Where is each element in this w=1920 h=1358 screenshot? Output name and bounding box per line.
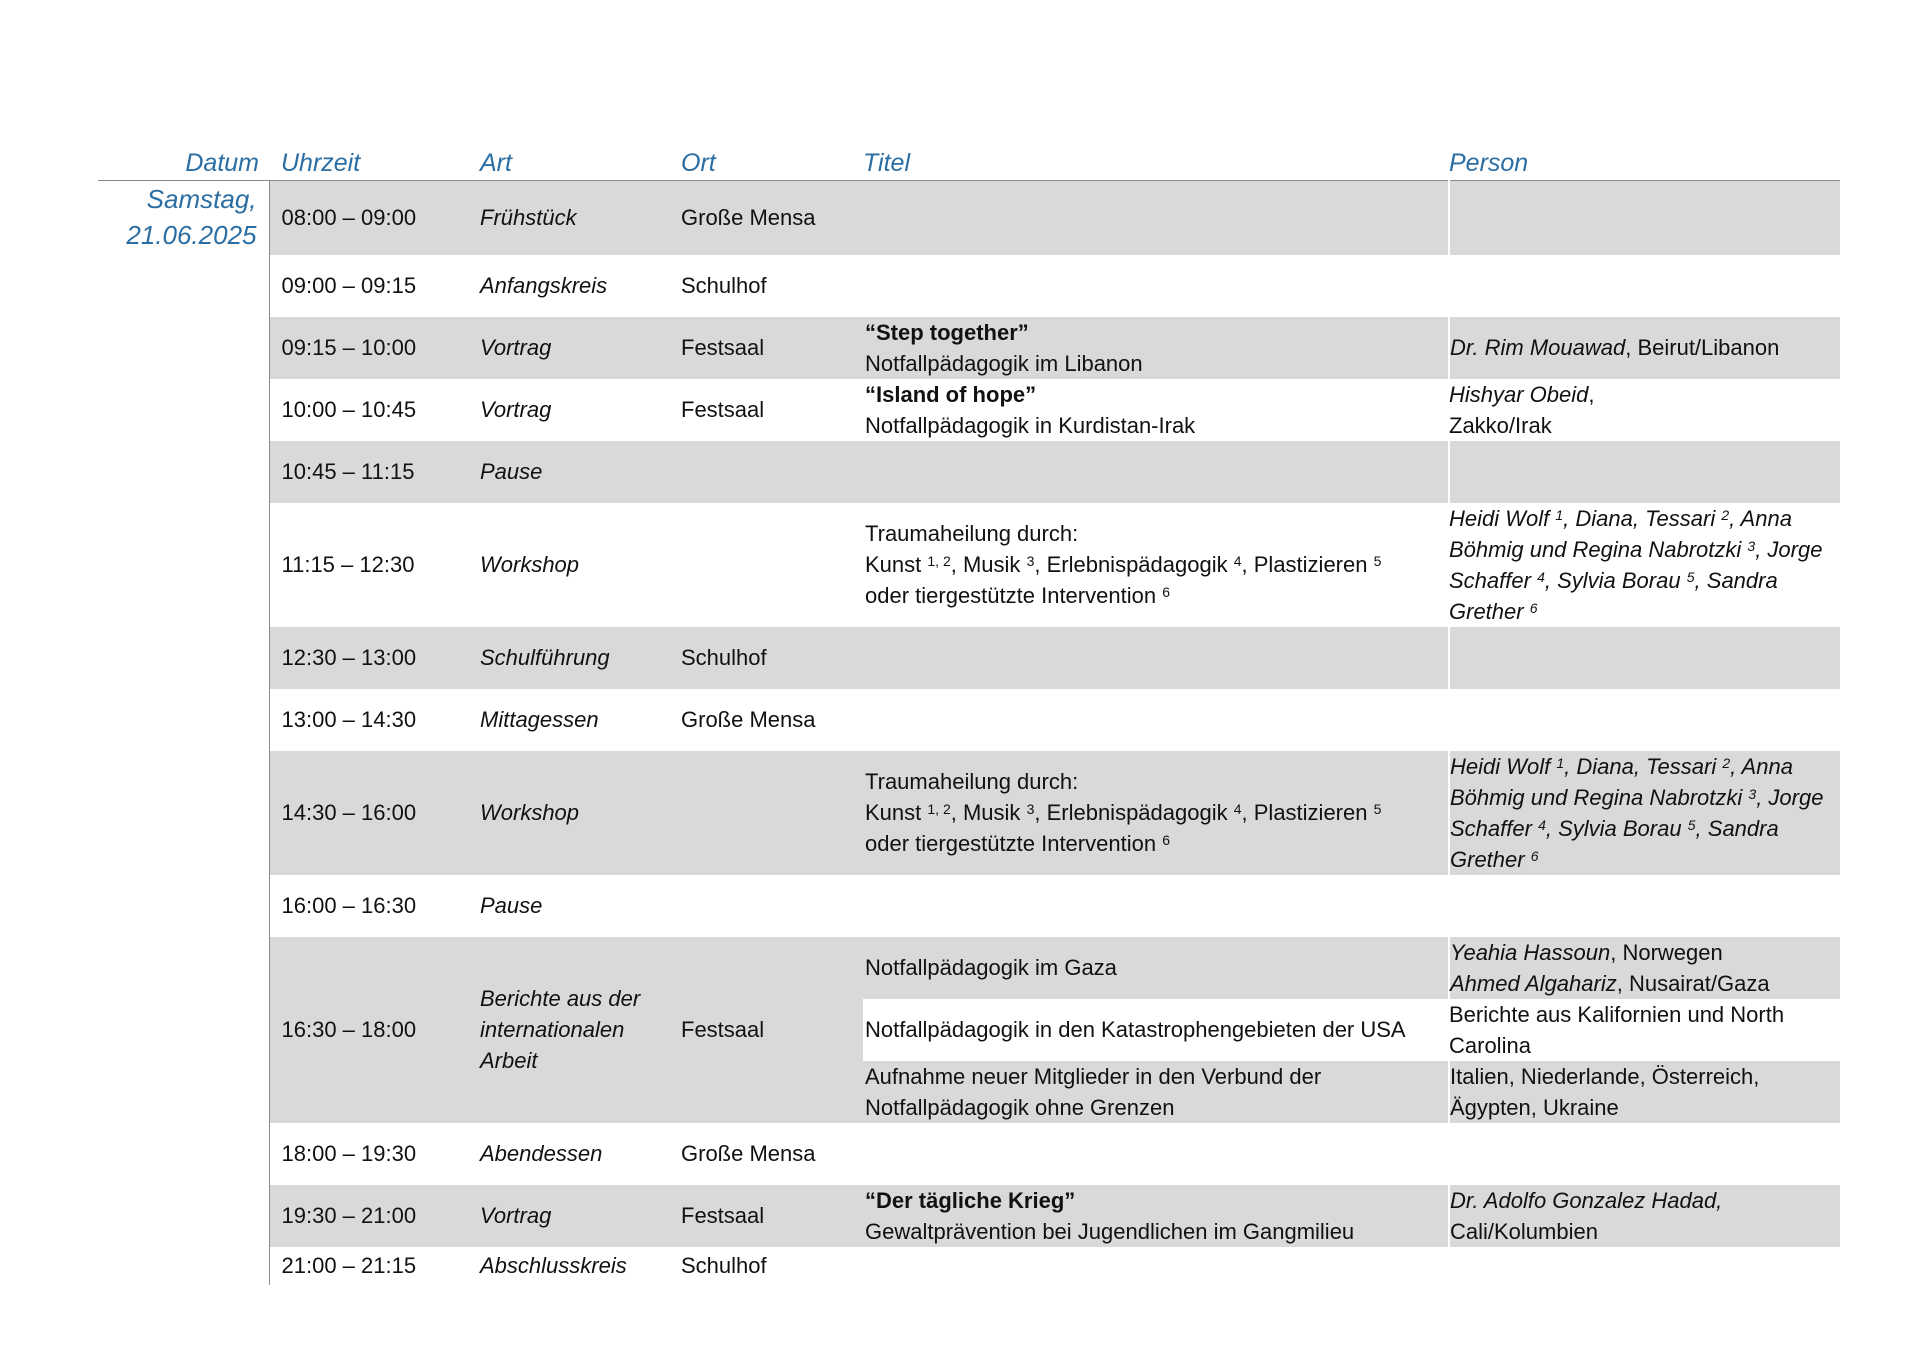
person-cell: Berichte aus Kalifornien und North Carolina (1449, 999, 1840, 1061)
date-weekday: Samstag, (146, 184, 257, 214)
table-row (98, 379, 1840, 441)
location-cell: Schulhof (681, 1253, 767, 1278)
table-row (98, 255, 1840, 317)
time-cell: 10:45 – 11:15 (269, 441, 480, 503)
person-origin: Cali/Kolumbien (1450, 1218, 1598, 1244)
header-uhrzeit: Uhrzeit (269, 140, 480, 181)
person-cell (1449, 937, 1840, 999)
time-cell: 09:00 – 09:15 (281, 273, 417, 298)
talk-subtitle: Gewaltprävention bei Jugendlichen im Gangmilieu (865, 1218, 1355, 1244)
time-cell: 08:00 – 09:00 (269, 181, 480, 255)
person-cell: Heidi Wolf $^1$, Diana, Tessari $^2$, Anna Böhmig und Regina Nabrotzki $^3$, Jorge Schaffer $^4$, Sylvia Borau $^5$, Sandra Grether $^6$ (1449, 505, 1823, 624)
header-art: Art (480, 140, 681, 181)
location-cell: Große Mensa (681, 707, 816, 732)
person-name: Dr. Rim Mouawad (1450, 335, 1626, 360)
person-name: Ahmed Algahariz (1450, 970, 1617, 996)
date-cell (98, 181, 269, 1285)
location-cell: Festsaal (681, 397, 765, 422)
location-cell (681, 751, 863, 875)
type-cell: Pause (480, 893, 543, 918)
talk-subtitle: Notfallpädagogik in Kurdistan-Irak (865, 412, 1196, 438)
title-cell (863, 255, 1449, 317)
type-cell: Abschlusskreis (480, 1253, 627, 1278)
table-row (98, 503, 1840, 627)
location-cell: Große Mensa (681, 1141, 816, 1166)
person-cell (1449, 627, 1840, 689)
location-cell: Schulhof (681, 273, 767, 298)
schedule-table (98, 140, 1840, 1285)
talk-subtitle: Notfallpädagogik im Libanon (865, 350, 1143, 376)
title-cell: Notfallpädagogik im Gaza (863, 937, 1449, 999)
time-cell: 11:15 – 12:30 (281, 552, 415, 577)
talk-title: “Island of hope” (865, 381, 1037, 407)
person-cell (1449, 1185, 1840, 1247)
type-cell: Schulführung (480, 627, 681, 689)
person-cell (1449, 181, 1840, 255)
workshop-options: Kunst $^{1, 2}$, Musik $^3$, Erlebnispädagogik $^4$, Plastizieren $^5$ (865, 800, 1382, 825)
workshop-options-2: oder tiergestützte Intervention $^6$ (865, 831, 1170, 856)
title-cell (863, 1247, 1449, 1285)
table-row (98, 317, 1840, 379)
workshop-intro: Traumaheilung durch: (865, 521, 1079, 546)
header-person: Person (1449, 140, 1840, 181)
type-cell: Workshop (480, 751, 681, 875)
time-cell: 19:30 – 21:00 (269, 1185, 480, 1247)
person-cell (1449, 1123, 1840, 1185)
table-row (98, 1185, 1840, 1247)
person-origin: Zakko/Irak (1449, 412, 1552, 438)
title-cell (863, 441, 1449, 503)
person-name: Yeahia Hassoun (1450, 939, 1611, 965)
type-cell: Vortrag (480, 397, 552, 422)
table-row (98, 875, 1840, 937)
location-cell (681, 441, 863, 503)
person-cell (1449, 689, 1840, 751)
table-row (98, 1247, 1840, 1285)
title-cell (863, 689, 1449, 751)
type-cell: Pause (480, 441, 681, 503)
location-cell: Festsaal (681, 317, 863, 379)
table-row (98, 441, 1840, 503)
person-cell (1449, 255, 1840, 317)
location-cell (681, 503, 863, 627)
person-origin: , Beirut/Libanon (1625, 335, 1780, 360)
header-ort: Ort (681, 140, 863, 181)
type-cell: Vortrag (480, 317, 681, 379)
person-name: Hishyar Obeid (1449, 381, 1589, 407)
title-cell (863, 503, 1449, 627)
person-cell (1449, 317, 1840, 379)
location-cell: Schulhof (681, 627, 863, 689)
location-cell: Festsaal (681, 937, 863, 1123)
time-cell: 12:30 – 13:00 (269, 627, 480, 689)
title-cell (863, 181, 1449, 255)
workshop-options: Kunst $^{1, 2}$, Musik $^3$, Erlebnispädagogik $^4$, Plastizieren $^5$ (865, 552, 1382, 577)
time-cell: 16:30 – 18:00 (269, 937, 480, 1123)
table-row (98, 689, 1840, 751)
time-cell: 21:00 – 21:15 (281, 1253, 417, 1278)
person-comma: , (1588, 381, 1595, 407)
type-cell: Anfangskreis (480, 273, 608, 298)
header-row (98, 140, 1840, 181)
type-cell: Berichte aus der internationalen Arbeit (480, 937, 681, 1123)
table-row (98, 1123, 1840, 1185)
time-cell: 09:15 – 10:00 (269, 317, 480, 379)
workshop-intro: Traumaheilung durch: (865, 769, 1079, 794)
title-cell (863, 317, 1449, 379)
person-cell: Heidi Wolf $^1$, Diana, Tessari $^2$, Anna Böhmig und Regina Nabrotzki $^3$, Jorge Schaffer $^4$, Sylvia Borau $^5$, Sandra Grether $^6$ (1449, 751, 1840, 875)
schedule-page (98, 140, 1840, 1285)
title-cell (863, 1185, 1449, 1247)
header-titel: Titel (863, 140, 1449, 181)
person-cell: Italien, Niederlande, Österreich, Ägypten, Ukraine (1449, 1061, 1840, 1123)
table-row (98, 181, 1840, 255)
talk-title: “Step together” (865, 319, 1029, 345)
person-cell (1449, 875, 1840, 937)
time-cell: 13:00 – 14:30 (281, 707, 417, 732)
location-cell: Festsaal (681, 1185, 863, 1247)
person-origin: , Norwegen (1610, 939, 1723, 965)
title-cell (863, 875, 1449, 937)
workshop-options-2: oder tiergestützte Intervention $^6$ (865, 583, 1170, 608)
header-datum: Datum (98, 140, 269, 181)
time-cell: 10:00 – 10:45 (281, 397, 417, 422)
person-cell (1449, 1247, 1840, 1285)
title-cell (863, 379, 1449, 441)
talk-title: “Der tägliche Krieg” (865, 1187, 1076, 1213)
time-cell: 16:00 – 16:30 (281, 893, 417, 918)
title-cell (863, 1123, 1449, 1185)
title-cell (863, 627, 1449, 689)
title-cell: Aufnahme neuer Mitglieder in den Verbund der Notfallpädagogik ohne Grenzen (863, 1061, 1449, 1123)
location-cell: Große Mensa (681, 181, 863, 255)
table-row (98, 937, 1840, 999)
time-cell: 14:30 – 16:00 (269, 751, 480, 875)
type-cell: Frühstück (480, 181, 681, 255)
type-cell: Mittagessen (480, 707, 599, 732)
type-cell: Vortrag (480, 1185, 681, 1247)
person-cell (1449, 379, 1840, 441)
location-cell (681, 875, 863, 937)
type-cell: Workshop (480, 552, 580, 577)
type-cell: Abendessen (480, 1141, 603, 1166)
table-row (98, 627, 1840, 689)
title-cell: Notfallpädagogik in den Katastrophengebieten der USA (863, 999, 1449, 1061)
date-value: 21.06.2025 (126, 220, 257, 250)
title-cell (863, 751, 1449, 875)
person-cell (1449, 441, 1840, 503)
person-origin: , Nusairat/Gaza (1616, 970, 1770, 996)
person-name: Dr. Adolfo Gonzalez Hadad, (1450, 1187, 1723, 1213)
table-row (98, 751, 1840, 875)
time-cell: 18:00 – 19:30 (281, 1141, 417, 1166)
